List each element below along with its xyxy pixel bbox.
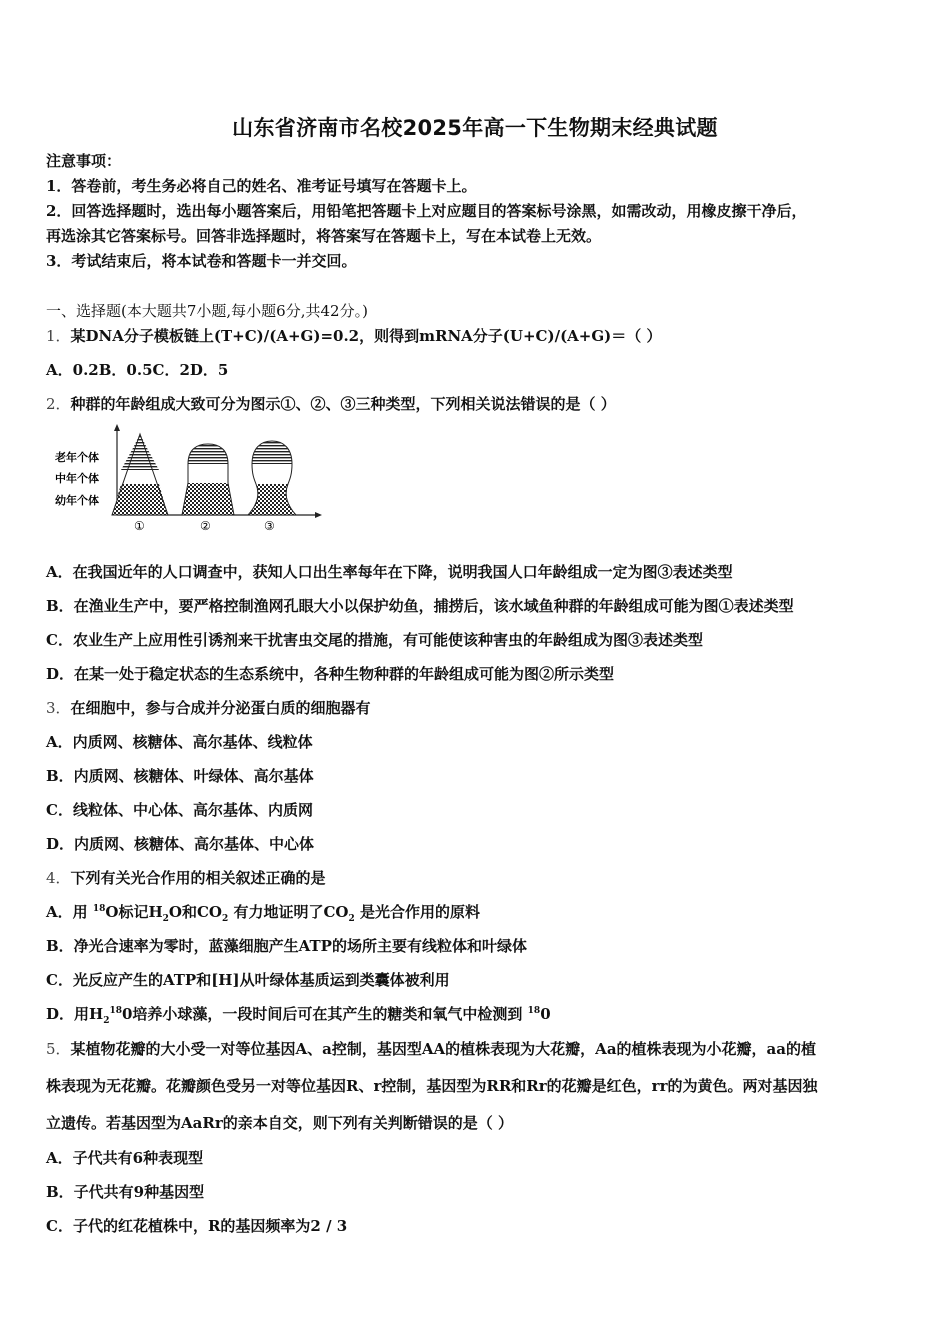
notice-item-2-line-2: 再选涂其它答案标号。回答非选择题时，将答案写在答题卡上，写在本试卷上无效。 [46, 227, 602, 245]
question-5-option-a: A．子代共有6种表现型 [46, 1149, 204, 1167]
question-5-stem-line-3: 立遗传。若基因型为AaRr的亲本自交，则下列有关判断错误的是（ ） [46, 1114, 513, 1132]
question-4-option-b: B．净光合速率为零时，蓝藻细胞产生ATP的场所主要有线粒体和叶绿体 [46, 937, 527, 955]
question-3-option-a: A．内质网、核糖体、高尔基体、线粒体 [46, 733, 313, 751]
question-2-option-d: D．在某一处于稳定状态的生态系统中，各种生物种群的年龄组成可能为图②所示类型 [46, 665, 615, 683]
question-3 [46, 698, 371, 718]
question-number: 3． [46, 699, 71, 717]
label-old: 老年个体 [55, 451, 99, 464]
section-heading: 一、选择题(本大题共7小题,每小题6分,共42分。) [46, 302, 368, 320]
question-4 [46, 868, 326, 888]
question-4-option-c: C．光反应产生的ATP和[H]从叶绿体基质运到类囊体被利用 [46, 971, 450, 989]
question-5-option-c: C．子代的红花植株中，R的基因频率为2 / 3 [46, 1217, 348, 1235]
question-number: 2． [46, 395, 71, 413]
shape-1-increasing [112, 434, 168, 515]
notice-item-1: 1．答卷前，考生务必将自己的姓名、准考证号填写在答题卡上。 [46, 177, 477, 195]
question-2-option-c: C．农业生产上应用性引诱剂来干扰害虫交尾的措施，有可能使该种害虫的年龄组成为图③表述类型 [46, 631, 703, 649]
question-1-options: A．0.2B．0.5C．2D．5 [46, 361, 229, 379]
question-3-option-d: D．内质网、核糖体、高尔基体、中心体 [46, 835, 315, 853]
question-3-option-c: C．线粒体、中心体、高尔基体、内质网 [46, 801, 313, 819]
question-2-option-b: B．在渔业生产中，要严格控制渔网孔眼大小以保护幼鱼，捕捞后，该水域鱼种群的年龄组成可能为图①表述类型 [46, 597, 794, 615]
question-5 [46, 1039, 816, 1059]
age-structure-figure [50, 424, 330, 540]
label-mid: 中年个体 [55, 472, 99, 485]
question-number: 5． [46, 1040, 71, 1058]
question-5-option-b: B．子代共有9种基因型 [46, 1183, 205, 1201]
x-axis-arrow [315, 512, 322, 518]
y-axis-arrow [114, 424, 120, 431]
page-title: 山东省济南市名校2025年高一下生物期末经典试题 [232, 116, 718, 140]
notice-item-3: 3．考试结束后，将本试卷和答题卡一并交回。 [46, 252, 357, 270]
shape-3-label: ③ [264, 519, 275, 533]
question-1 [46, 326, 662, 346]
notice-heading: 注意事项： [46, 152, 122, 170]
shape-2-label: ② [200, 519, 211, 533]
question-4-option-a: A．用 $^{18}$O标记$H_2O$和$CO_2$ 有力地证明了$CO_2$ 是光合作用的原料 [46, 903, 480, 924]
question-stem-line-1: 某植物花瓣的大小受一对等位基因A、a控制，基因型AA的植株表现为大花瓣，Aa的植株表现为小花瓣，aa的植 [70, 1040, 816, 1058]
label-young: 幼年个体 [55, 494, 99, 507]
question-stem: 下列有关光合作用的相关叙述正确的是 [70, 869, 326, 887]
question-stem: 某DNA分子模板链上(T+C)/(A+G)=0.2，则得到mRNA分子(U+C)/(A+G)＝（ ） [70, 327, 662, 345]
question-stem: 在细胞中，参与合成并分泌蛋白质的细胞器有 [70, 699, 371, 717]
shape-3-declining [248, 441, 296, 515]
shape-2-stable [182, 444, 234, 515]
question-2 [46, 394, 616, 414]
question-number: 1． [46, 327, 71, 345]
question-5-stem-line-2: 株表现为无花瓣。花瓣颜色受另一对等位基因R、r控制，基因型为RR和Rr的花瓣是红色，rr的为黄色。两对基因独 [46, 1077, 818, 1095]
question-2-option-a: A．在我国近年的人口调查中，获知人口出生率每年在下降，说明我国人口年龄组成一定为图③表述类型 [46, 563, 733, 581]
shape-1-label: ① [134, 519, 145, 533]
question-4-option-d: D．用$H_2^{18}0$培养小球藻，一段时间后可在其产生的糖类和氧气中检测到 $^{18}$0 [46, 1005, 551, 1026]
question-number: 4． [46, 869, 71, 887]
question-3-option-b: B．内质网、核糖体、叶绿体、高尔基体 [46, 767, 314, 785]
notice-item-2-line-1: 2．回答选择题时，选出每小题答案后，用铅笔把答题卡上对应题目的答案标号涂黑，如需改动，用橡皮擦干净后， [46, 202, 807, 220]
question-stem: 种群的年龄组成大致可分为图示①、②、③三种类型，下列相关说法错误的是（ ） [70, 395, 616, 413]
